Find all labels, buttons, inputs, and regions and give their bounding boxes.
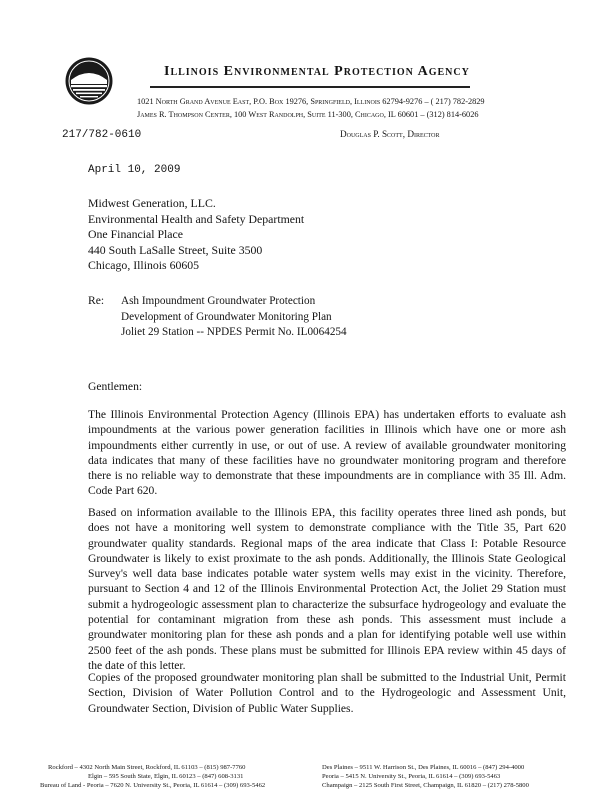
illinois-epa-seal-logo bbox=[64, 56, 114, 106]
footer-office: Des Plaines – 9511 W. Harrison St., Des Plaines, IL 60016 – (847) 294-4000 bbox=[322, 764, 525, 771]
body-paragraph: Copies of the proposed groundwater monitoring plan shall be submitted to the Industrial Unit, Permit Section, Division of Water Pollution Control and to the Hydrogeologic and Assessment Unit, Groundwater Section, Division of Public Water Supplies. bbox=[88, 671, 566, 715]
recipient-line: One Financial Place bbox=[88, 227, 183, 241]
agency-phone: 217/782-0610 bbox=[62, 129, 142, 141]
letter-date: April 10, 2009 bbox=[88, 164, 181, 176]
agency-address-springfield: 1021 North Grand Avenue East, P.O. Box 19276, Springfield, Illinois 62794-9276 – ( 217) 782-2829 bbox=[137, 97, 485, 106]
body-paragraph: Based on information available to the Illinois EPA, this facility operates three lined ash ponds, but does not have a monitoring well system to demonstrate compliance with the Title 35, Part 620 groundwater quality standards. Regional maps of the area indicate that Class I: Potable Resource Groundwater is likely to exist proximate to the ash ponds. Additionally, the Illinois State Geological Survey's well data base indicates potable water system wells may exist in the vicinity. Therefore, pursuant to Section 4 and 12 of the Illinois Environmental Protection Act, the Joliet 29 Station must submit a hydrogeologic assessment plan to characterize the subsurface hydrogeology and evaluate the potential for contaminant migration from these ash ponds. This assessment must include a groundwater monitoring plan for these ash ponds and a plan for identifying potable well use within 2500 feet of the ash ponds. These plans must be submitted for Illinois EPA review within 45 days of the date of this letter. bbox=[88, 506, 566, 672]
recipient-line: Environmental Health and Safety Department bbox=[88, 211, 305, 226]
footer-office: Bureau of Land - Peoria – 7620 N. University St., Peoria, IL 61614 – (309) 693-5462 bbox=[40, 782, 266, 789]
letterhead-rule bbox=[150, 86, 470, 88]
body-paragraph: The Illinois Environmental Protection Agency (Illinois EPA) has undertaken efforts to evaluate ash impoundments at the various power generation facilities in Illinois which have one or more ash impoundments either currently in use, or out of use. A review of available groundwater monitoring data indicates that many of these facilities have no groundwater monitoring program and therefore there is no reliable way to demonstrate that these impoundments are in compliance with 35 Ill. Adm. Code Part 620. bbox=[88, 408, 566, 498]
salutation: Gentlemen: bbox=[88, 380, 143, 393]
subject-line: Ash Impoundment Groundwater Protection bbox=[121, 295, 316, 307]
agency-name: Illinois Environmental Protection Agency bbox=[164, 64, 470, 79]
subject-label: Re: bbox=[88, 294, 105, 307]
subject-block bbox=[121, 294, 347, 341]
subject-line: Joliet 29 Station -- NPDES Permit No. IL0064254 bbox=[121, 326, 347, 338]
director-name: Douglas P. Scott, Director bbox=[340, 129, 440, 139]
recipient-line: 440 South LaSalle Street, Suite 3500 bbox=[88, 242, 263, 257]
agency-address-chicago: James R. Thompson Center, 100 West Randolph, Suite 11-300, Chicago, IL 60601 – (312) 814-6026 bbox=[137, 110, 479, 119]
recipient-line: Midwest Generation, LLC. bbox=[88, 196, 216, 210]
footer-office: Champaign – 2125 South First Street, Champaign, IL 61820 – (217) 278-5800 bbox=[322, 782, 529, 789]
subject-line: Development of Groundwater Monitoring Plan bbox=[121, 310, 332, 323]
recipient-line: Chicago, Illinois 60605 bbox=[88, 258, 200, 272]
footer-office: Elgin – 595 South State, Elgin, IL 60123 – (847) 608-3131 bbox=[88, 773, 244, 780]
footer-office: Rockford – 4302 North Main Street, Rockford, IL 61103 – (815) 987-7760 bbox=[48, 764, 246, 771]
footer-office: Peoria – 5415 N. University St., Peoria, IL 61614 – (309) 693-5463 bbox=[322, 773, 501, 780]
recipient-address bbox=[88, 196, 304, 274]
